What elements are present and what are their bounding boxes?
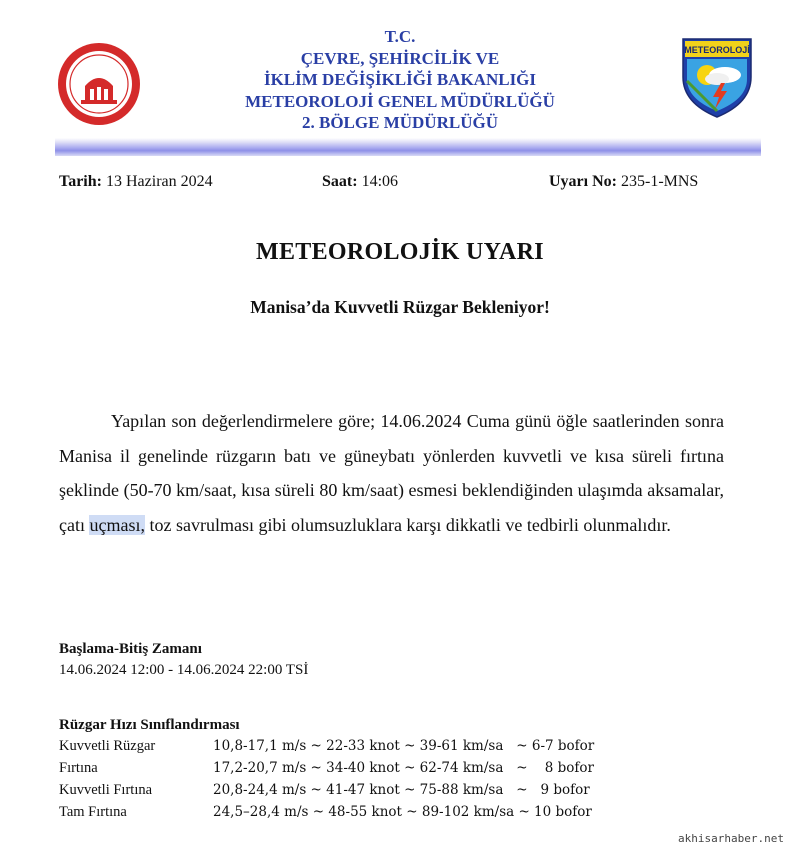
warning-label: Uyarı No: (549, 173, 617, 190)
document-subtitle: Manisa’da Kuvvetli Rüzgar Bekleniyor! (250, 297, 550, 317)
wind-class-name: Kuvvetli Rüzgar (59, 738, 156, 754)
wind-class-name: Kuvvetli Fırtına (59, 782, 153, 798)
time-value: 14:06 (361, 173, 399, 190)
org-line: 2. BÖLGE MÜDÜRLÜĞÜ (302, 113, 498, 132)
shield-text: METEOROLOJİ (684, 45, 750, 55)
wind-class-name: Fırtına (59, 760, 98, 776)
org-line: T.C. (384, 27, 416, 46)
wind-classification-heading: Rüzgar Hızı Sınıflandırması (59, 717, 240, 733)
time-field (322, 173, 398, 191)
time-window-value: 14.06.2024 12:00 - 14.06.2024 22:00 TSİ (59, 662, 309, 678)
wind-class-value: 17,2-20,7 m/s ~ 34-40 knot ~ 62-74 km/sa ~ 8 bofor (213, 760, 594, 776)
org-line: ÇEVRE, ŞEHİRCİLİK VE (300, 48, 500, 68)
ministry-seal-icon (57, 42, 141, 126)
time-label: Saat: (322, 173, 358, 190)
wind-class-value: 20,8-24,4 m/s ~ 41-47 knot ~ 75-88 km/sa ~ 9 bofor (213, 782, 590, 798)
date-label: Tarih: (59, 173, 102, 190)
document-header (0, 0, 800, 160)
warning-value: 235-1-MNS (620, 173, 699, 190)
org-line: İKLİM DEĞİŞİKLİĞİ BAKANLIĞI (263, 70, 537, 89)
date-value: 13 Haziran 2024 (105, 173, 213, 190)
wind-class-name: Tam Fırtına (59, 804, 127, 820)
selected-text[interactable]: uçması, (89, 514, 145, 535)
time-window-heading: Başlama-Bitiş Zamanı (59, 641, 202, 657)
watermark: akhisarhaber.net (674, 830, 788, 847)
org-line: METEOROLOJİ GENEL MÜDÜRLÜĞÜ (245, 91, 555, 111)
organization-name (180, 26, 620, 134)
header-divider (55, 138, 761, 156)
date-field (59, 173, 213, 191)
warning-paragraph (59, 404, 724, 542)
document-title: METEOROLOJİK UYARI (256, 239, 544, 265)
meteoroloji-shield-icon (681, 37, 753, 119)
warning-number-field (549, 173, 698, 191)
wind-class-value: 10,8-17,1 m/s ~ 22-33 knot ~ 39-61 km/sa ~ 6-7 bofor (213, 738, 595, 754)
paragraph-text: Yapılan son değerlendirmelere göre; 14.06.2024 Cuma günü öğle saatlerinden sonra Manisa il genelinde rüzgarın batı ve güneybatı yönlerden kuvvetli ve kısa süreli fırtına şeklinde (50-70 km/saat, kısa süreli 80 km/saat) esmesi beklendiğinden ulaşımda aksamalar, çatı (59, 411, 724, 535)
wind-class-value: 24,5–28,4 m/s ~ 48-55 knot ~ 89-102 km/sa ~ 10 bofor (213, 804, 592, 820)
paragraph-text-end: toz savrulması gibi olumsuzluklara karşı dikkatli ve tedbirli olunmalıdır. (144, 514, 671, 535)
